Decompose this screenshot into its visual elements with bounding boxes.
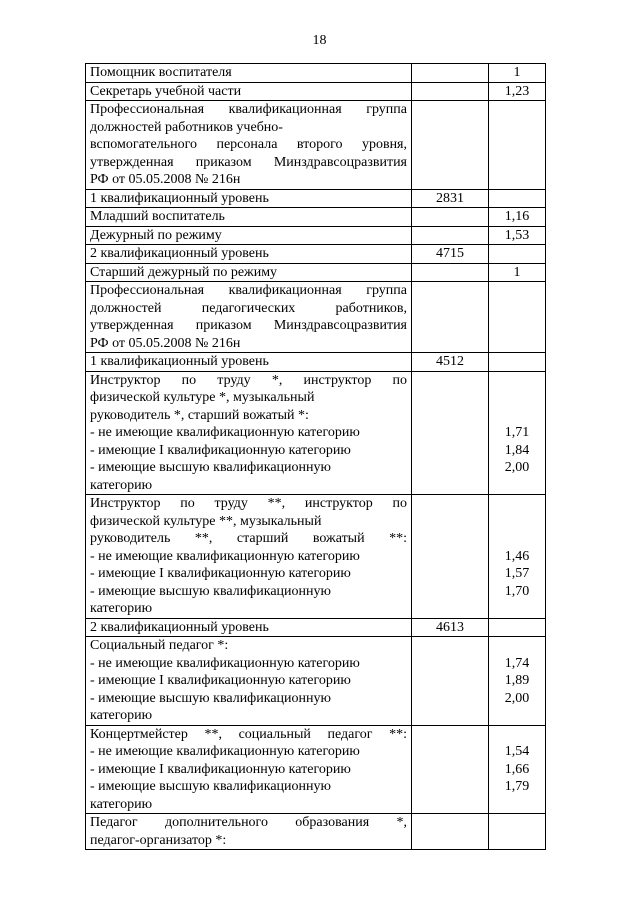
- position-name-cell: [86, 245, 412, 264]
- position-name: 1 квалификационный уровень: [90, 190, 269, 206]
- coefficient-value: 1,84: [504, 442, 530, 458]
- coefficient-cell: [489, 637, 546, 726]
- position-name: Секретарь учебной части: [90, 83, 242, 99]
- table-row: [86, 101, 546, 190]
- base-salary-cell: [412, 282, 489, 353]
- position-name-cell: [86, 637, 412, 726]
- coefficient-value: [493, 707, 541, 725]
- coefficient-value: 1,54: [504, 744, 530, 759]
- table-row: [86, 371, 546, 495]
- table-row: [86, 282, 546, 353]
- position-name-line: Профессиональная квалификационная группа: [90, 102, 407, 117]
- table-row: [86, 82, 546, 101]
- position-name: 1 квалификационный уровень: [90, 354, 269, 369]
- position-name-line: Инструктор по труду *, инструктор по: [90, 372, 407, 388]
- position-name-line: РФ от 05.05.2008 № 216н: [90, 172, 241, 187]
- coefficient-value: [493, 389, 541, 407]
- coefficient-value: 1,70: [504, 583, 530, 599]
- position-name-line: утвержденная приказом Минздравсоцразвития: [90, 154, 407, 170]
- coefficient-cell: [489, 814, 546, 850]
- position-name-line: Социальный педагог *:: [90, 638, 229, 653]
- position-name-line: - имеющие высшую квалификационную: [90, 460, 331, 475]
- position-name-line: - не имеющие квалификационную категорию: [90, 548, 360, 564]
- coefficient-value: 1,16: [504, 209, 530, 224]
- position-name-cell: [86, 263, 412, 282]
- base-salary-cell: 4715: [412, 245, 489, 264]
- position-name-cell: [86, 282, 412, 353]
- coefficient-cell: [489, 618, 546, 637]
- base-salary-cell: [412, 371, 489, 495]
- table-row: [86, 189, 546, 208]
- position-name-cell: [86, 618, 412, 637]
- position-name-line: физической культуре **, музыкальный: [90, 513, 322, 529]
- position-name-cell: [86, 725, 412, 814]
- position-name-cell: [86, 371, 412, 495]
- coefficient-cell: [489, 189, 546, 208]
- position-name: Младший воспитатель: [90, 209, 225, 224]
- position-name-cell: [86, 82, 412, 101]
- coefficient-cell: [489, 245, 546, 264]
- base-salary-cell: [412, 263, 489, 282]
- base-salary-cell: [412, 82, 489, 101]
- coefficient-cell: [489, 82, 546, 101]
- coefficient-cell: [489, 101, 546, 190]
- base-salary-cell: [412, 637, 489, 726]
- coefficient-cell: [489, 725, 546, 814]
- coefficient-value: 1,46: [504, 548, 530, 564]
- position-name-cell: [86, 495, 412, 619]
- table-body: [86, 64, 546, 850]
- position-name-line: - имеющие высшую квалификационную: [90, 583, 331, 599]
- position-name-line: - имеющие I квалификационную категорию: [90, 761, 351, 777]
- table-row: [86, 725, 546, 814]
- coefficient-value: [493, 495, 541, 513]
- base-salary-cell: 4613: [412, 618, 489, 637]
- coefficient-cell: [489, 353, 546, 372]
- base-salary-cell: [412, 495, 489, 619]
- position-name-cell: [86, 189, 412, 208]
- position-name-line: категорию: [90, 477, 153, 493]
- base-salary-cell: [412, 226, 489, 245]
- base-salary-cell: [412, 814, 489, 850]
- coefficient-value: 1: [513, 65, 521, 80]
- position-name-line: педагог-организатор *:: [90, 832, 227, 848]
- table-row: [86, 353, 546, 372]
- coefficient-value: [493, 600, 541, 618]
- position-name-line: Профессиональная квалификационная группа: [90, 283, 407, 298]
- base-salary-cell: 2831: [412, 189, 489, 208]
- position-name: Дежурный по режиму: [90, 227, 222, 243]
- position-name: 2 квалификационный уровень: [90, 619, 269, 635]
- coefficient-value: 1: [513, 264, 521, 280]
- position-name-line: утвержденная приказом Минздравсоцразвития: [90, 318, 407, 333]
- coefficient-value: 1,79: [504, 779, 530, 794]
- coefficient-value: 2,00: [504, 690, 530, 706]
- position-name-line: руководитель **, старший вожатый **:: [90, 531, 407, 546]
- base-salary-cell: [412, 101, 489, 190]
- position-name-line: - имеющие высшую квалификационную: [90, 690, 331, 706]
- position-name-line: - имеющие I квалификационную категорию: [90, 442, 351, 458]
- position-name-line: Инструктор по труду **, инструктор по: [90, 496, 407, 511]
- coefficient-cell: [489, 263, 546, 282]
- table-row: [86, 495, 546, 619]
- coefficient-value: 1,71: [504, 425, 530, 440]
- position-name-line: - имеющие I квалификационную категорию: [90, 566, 351, 581]
- position-name-line: - не имеющие квалификационную категорию: [90, 425, 360, 440]
- position-name-line: категорию: [90, 796, 153, 812]
- base-salary-cell: 4512: [412, 353, 489, 372]
- coefficient-value: 1,89: [504, 673, 530, 688]
- coefficient-value: [493, 407, 541, 425]
- table-row: [86, 263, 546, 282]
- coefficient-value: 1,53: [504, 227, 530, 243]
- coefficient-cell: [489, 208, 546, 227]
- coefficient-value: 1,23: [504, 83, 530, 99]
- position-name-line: должностей педагогических работников,: [90, 300, 407, 316]
- salary-coefficient-table: [85, 63, 546, 850]
- coefficient-cell: [489, 64, 546, 83]
- table-row: [86, 618, 546, 637]
- coefficient-value: 1,57: [504, 566, 530, 581]
- position-name-line: Концертмейстер **, социальный педагог **:: [90, 726, 407, 742]
- position-name-line: руководитель *, старший вожатый *:: [90, 407, 309, 423]
- coefficient-value: [493, 477, 541, 495]
- position-name-line: должностей работников учебно-: [90, 119, 283, 135]
- position-name: 2 квалификационный уровень: [90, 246, 269, 261]
- coefficient-value: [493, 726, 541, 744]
- coefficient-cell: [489, 371, 546, 495]
- coefficient-value: 1,74: [504, 655, 530, 671]
- page-number: 18: [312, 33, 327, 48]
- coefficient-value: [493, 637, 541, 655]
- position-name-cell: [86, 64, 412, 83]
- coefficient-value: [493, 513, 541, 531]
- coefficient-cell: [489, 282, 546, 353]
- position-name-line: РФ от 05.05.2008 № 216н: [90, 335, 241, 351]
- coefficient-value: [493, 372, 541, 390]
- position-name: Старший дежурный по режиму: [90, 264, 278, 280]
- position-name-line: - не имеющие квалификационную категорию: [90, 744, 360, 759]
- coefficient-value: 2,00: [504, 460, 530, 475]
- base-salary-cell: [412, 725, 489, 814]
- position-name-line: - имеющие I квалификационную категорию: [90, 673, 351, 688]
- position-name-cell: [86, 208, 412, 227]
- table-row: [86, 245, 546, 264]
- table-row: [86, 814, 546, 850]
- base-salary-cell: [412, 64, 489, 83]
- position-name-line: вспомогательного персонала второго уровня,: [90, 137, 407, 152]
- table-row: [86, 637, 546, 726]
- position-name-cell: [86, 226, 412, 245]
- position-name-cell: [86, 353, 412, 372]
- coefficient-value: 1,66: [504, 761, 530, 777]
- table-row: [86, 226, 546, 245]
- position-name-line: категорию: [90, 708, 153, 723]
- position-name-cell: [86, 101, 412, 190]
- table-row: [86, 64, 546, 83]
- position-name-line: - не имеющие квалификационную категорию: [90, 655, 360, 671]
- coefficient-value: [493, 530, 541, 548]
- coefficient-value: [493, 796, 541, 814]
- coefficient-cell: [489, 495, 546, 619]
- table-row: [86, 208, 546, 227]
- coefficient-cell: [489, 226, 546, 245]
- position-name: Помощник воспитателя: [90, 65, 232, 80]
- position-name-line: Педагог дополнительного образования *,: [90, 815, 407, 830]
- position-name-line: категорию: [90, 601, 153, 616]
- position-name-cell: [86, 814, 412, 850]
- position-name-line: физической культуре *, музыкальный: [90, 390, 315, 405]
- position-name-line: - имеющие высшую квалификационную: [90, 779, 331, 794]
- base-salary-cell: [412, 208, 489, 227]
